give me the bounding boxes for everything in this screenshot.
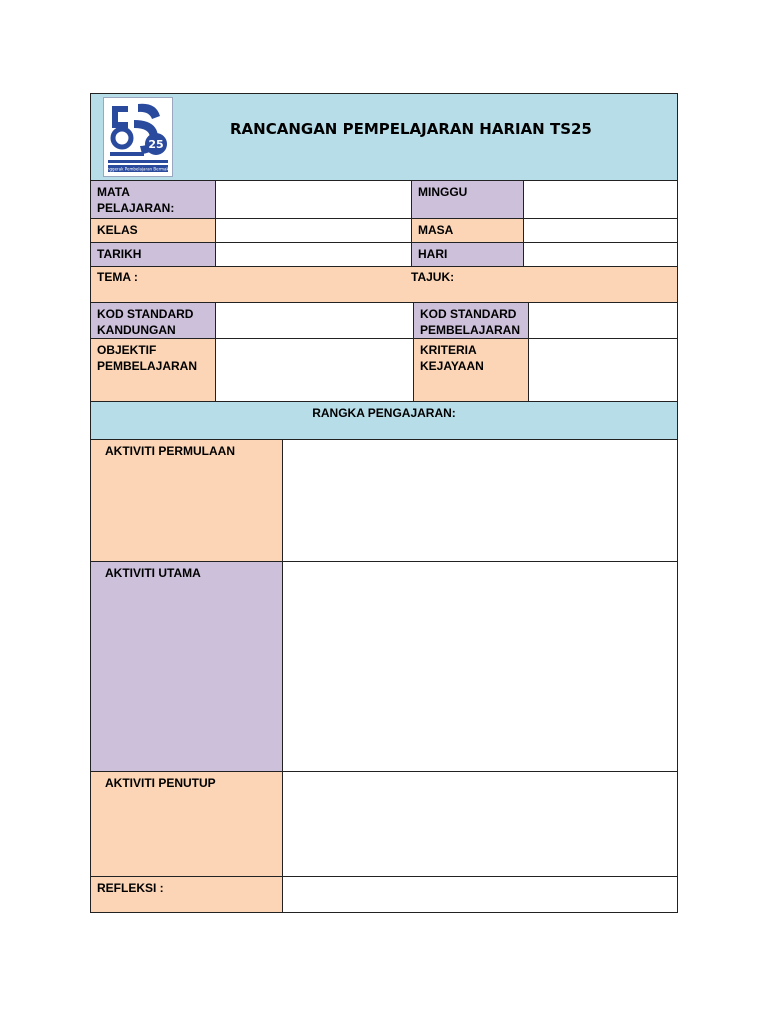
kelas-label: KELAS [90, 218, 216, 243]
kod-standard-kandungan-label: KOD STANDARD KANDUNGAN [90, 302, 216, 339]
hari-field[interactable] [523, 242, 678, 267]
minggu-label: MINGGU [411, 180, 524, 219]
tema-tajuk-row[interactable] [90, 266, 678, 303]
masa-field[interactable] [523, 218, 678, 243]
page-title: RANCANGAN PEMPELAJARAN HARIAN TS25 [230, 120, 592, 138]
ts25-logo [103, 97, 173, 177]
kriteria-kejayaan-label: KRITERIA KEJAYAAN [413, 338, 529, 402]
refleksi-field[interactable] [282, 876, 678, 913]
kelas-field[interactable] [215, 218, 412, 243]
rangka-pengajaran-heading: RANGKA PENGAJARAN: [90, 401, 678, 440]
kod-standard-pembelajaran-field[interactable] [528, 302, 678, 339]
masa-label: MASA [411, 218, 524, 243]
kriteria-kejayaan-field[interactable] [528, 338, 678, 402]
tarikh-label: TARIKH [90, 242, 216, 267]
tarikh-field[interactable] [215, 242, 412, 267]
aktiviti-permulaan-field[interactable] [282, 439, 678, 562]
ts25-logo-mark [104, 98, 172, 176]
minggu-field[interactable] [523, 180, 678, 219]
mata-pelajaran-field[interactable] [215, 180, 412, 219]
aktiviti-penutup-label: AKTIVITI PENUTUP [90, 771, 283, 877]
kod-standard-pembelajaran-label: KOD STANDARD PEMBELAJARAN [413, 302, 529, 339]
kod-standard-kandungan-field[interactable] [215, 302, 414, 339]
aktiviti-permulaan-label: AKTIVITI PERMULAAN [90, 439, 283, 562]
tema-label: TEMA : [97, 270, 138, 284]
aktiviti-utama-label: AKTIVITI UTAMA [90, 561, 283, 772]
objektif-pembelajaran-label: OBJEKTIF PEMBELAJARAN [90, 338, 216, 402]
hari-label: HARI [411, 242, 524, 267]
aktiviti-penutup-field[interactable] [282, 771, 678, 877]
mata-pelajaran-label: MATA PELAJARAN: [90, 180, 216, 219]
tajuk-label: TAJUK: [411, 270, 455, 284]
logo-number: 25 [148, 138, 164, 151]
objektif-pembelajaran-field[interactable] [215, 338, 414, 402]
aktiviti-utama-field[interactable] [282, 561, 678, 772]
logo-tagline: Penggerak Pembelajaran Bermakna [104, 166, 172, 172]
refleksi-label: REFLEKSI : [90, 876, 283, 913]
